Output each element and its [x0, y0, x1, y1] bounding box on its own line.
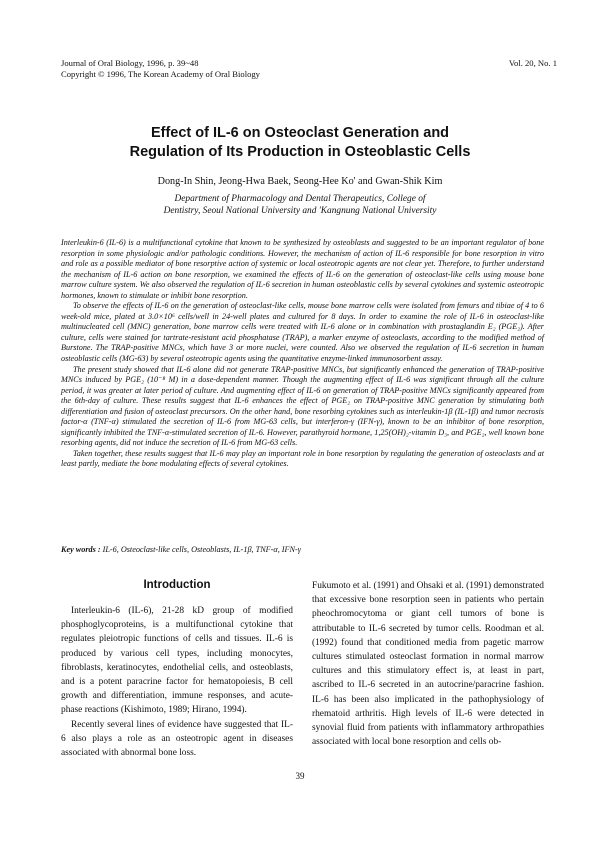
keywords: [61, 545, 544, 554]
author-list: Dong-In Shin, Jeong-Hwa Baek, Seong-Hee Ko' and Gwan-Shik Kim: [157, 176, 443, 187]
affiliation-line-1: Department of Pharmacology and Dental Therapeutics, College of: [174, 194, 426, 204]
article-title: [60, 124, 540, 162]
body-paragraph: Interleukin-6 (IL-6), 21-28 kD group of modified phosphoglycoproteins, is a multifunctional cytokine that regulates pleiotropic functions of cells and tissues. IL-6 is produced by various cell types, including monocytes, fibroblasts, keratinocytes, endothelial cells, and osteoblasts, and is a potent paracrine factor for hematopoiesis, B cell growth and differentiation, immune responses, and acute-phase reactions (Kishimoto, 1989; Hirano, 1994).: [61, 606, 293, 716]
abstract: [61, 238, 544, 470]
body-column-left: [61, 604, 293, 760]
copyright-line: Copyright © 1996, The Korean Academy of Oral Biology: [61, 69, 260, 79]
body-paragraph: Recently several lines of evidence have suggested that IL-6 also plays a role as an osteotropic agent in diseases associated with abnormal bone loss.: [61, 719, 293, 759]
affiliation-line-2: Dentistry, Seoul National University and 'Kangnung National University: [163, 206, 437, 216]
abstract-paragraph: Interleukin-6 (IL-6) is a multifunctional cytokine that known to be synthesized by osteoblasts and suggested to be an important regulator of bone resorption in some physiologic and/or pathologic conditions. However, the mechanism of action of IL-6 responsible for bone resorption in vitro and role as a possible mediator of bone resorptive action of systemic or local osteotropic agents are not clear yet. Therefore, to further understand the mechanism of IL-6 action on bone resorption, we examined the effects of IL-6 on the generation of osteoclast-like cells using mouse bone marrow culture system. We also observed the regulation of IL-6 secretion in human osteoblastic cells by several cytokines and systemic osteotropic hormones, known to stimulate or inhibit bone resorption.: [61, 238, 544, 300]
title-line-2: Regulation of Its Production in Osteoblastic Cells: [129, 144, 471, 160]
body-paragraph: Fukumoto et al. (1991) and Ohsaki et al. (1991) demonstrated that excessive bone resorption seen in patients who pertain pheochromocytoma or giant cell tumors of bone is attributable to IL-6 secreted by tumor cells. Roodman et al. (1992) found that conditioned media from pagetic marrow cultures stimulated osteoclast formation in normal marrow cultures and this stimulatory effect is, at least in part, ascribed to IL-6 secreted in an autocrine/paracrine fashion. IL-6 has been also implicated in the pathophysiology of rhematoid arthritis. High levels of IL-6 were detected in synovial fluid from patients with inflammatory arthropathies associated with local bone resorption and cells ob-: [312, 581, 544, 748]
journal-header: [61, 58, 260, 80]
abstract-paragraph: To observe the effects of IL-6 on the generation of osteoclast-like cells, mouse bone marrow cells were isolated from femurs and tibiae of 4 to 6 week-old mice, plated at 3.0×10⁶ cells/well in 24-well plates and cultured for 8 days. In order to examine the role of IL-6 in osteoclast-like multinucleated cell (MNC) generation, bone marrow cells were treated with IL-6 alone or in combination with prostaglandin E₂ (PGE₂). After culture, cells were stained for tartrate-resistant acid phosphatase (TRAP), a marker enzyme of osteoclasts, according to the modified method of Burstone. The TRAP-positive MNCs, which have 3 or more nuclei, were counted. Also we observed the regulation of IL-6 secretion in human osteoblastic cells (MG-63) by several osteotropic agents using the quantitative enzyme-linked immunosorbent assay.: [61, 301, 544, 364]
section-heading-introduction: Introduction: [143, 579, 211, 591]
page-number: 39: [295, 771, 305, 781]
body-column-right: [312, 579, 544, 749]
affiliation: [60, 193, 540, 217]
abstract-paragraph: Taken together, these results suggest that IL-6 may play an important role in bone resorption by regulating the generation of osteoclasts and at least partly, mediate the bone modulating effects of several cytokines.: [61, 448, 544, 469]
keywords-label: Key words :: [61, 545, 101, 554]
journal-citation: Journal of Oral Biology, 1996, p. 39~48: [61, 58, 199, 68]
title-line-1: Effect of IL-6 on Osteoclast Generation and: [150, 125, 450, 141]
volume-issue: Vol. 20, No. 1: [508, 58, 557, 68]
abstract-paragraph: The present study showed that IL-6 alone did not generate TRAP-positive MNCs, but significantly enhanced the generation of TRAP-positive MNCs induced by PGE₂ (10⁻⁸ M) in a dose-dependent manner. Though the augmenting effect of IL-6 was significant through all the culture period, it was greater at later period of culture. And augmenting effect of IL-6 on generation of TRAP-positive MNCs significantly appeared from the 6th-day of culture. These results suggest that IL-6 enhances the effect of PGE₂ on TRAP-positive MNC generation by stimulating both differentiation and fusion of osteoclast precursors. On the other hand, bone resorbing cytokines such as interleukin-1β (IL-1β) and tumor necrosis factor-α (TNF-α) stimulated the secretion of IL-6 from MG-63 cells, but interferon-γ (IFN-γ), known to be an inhibitor of bone resorption, significantly inhibited the TNF-α-stimulated secretion of IL-6. However, parathyroid hormone, 1,25(OH)₂-vitamin D₃, and PGE₂, well known bone resorbing agents, did not induce the secretion of IL-6 from MG-63 cells.: [61, 364, 544, 448]
keywords-text: IL-6, Osteoclast-like cells, Osteoblasts, IL-1β, TNF-α, IFN-γ: [100, 545, 301, 554]
